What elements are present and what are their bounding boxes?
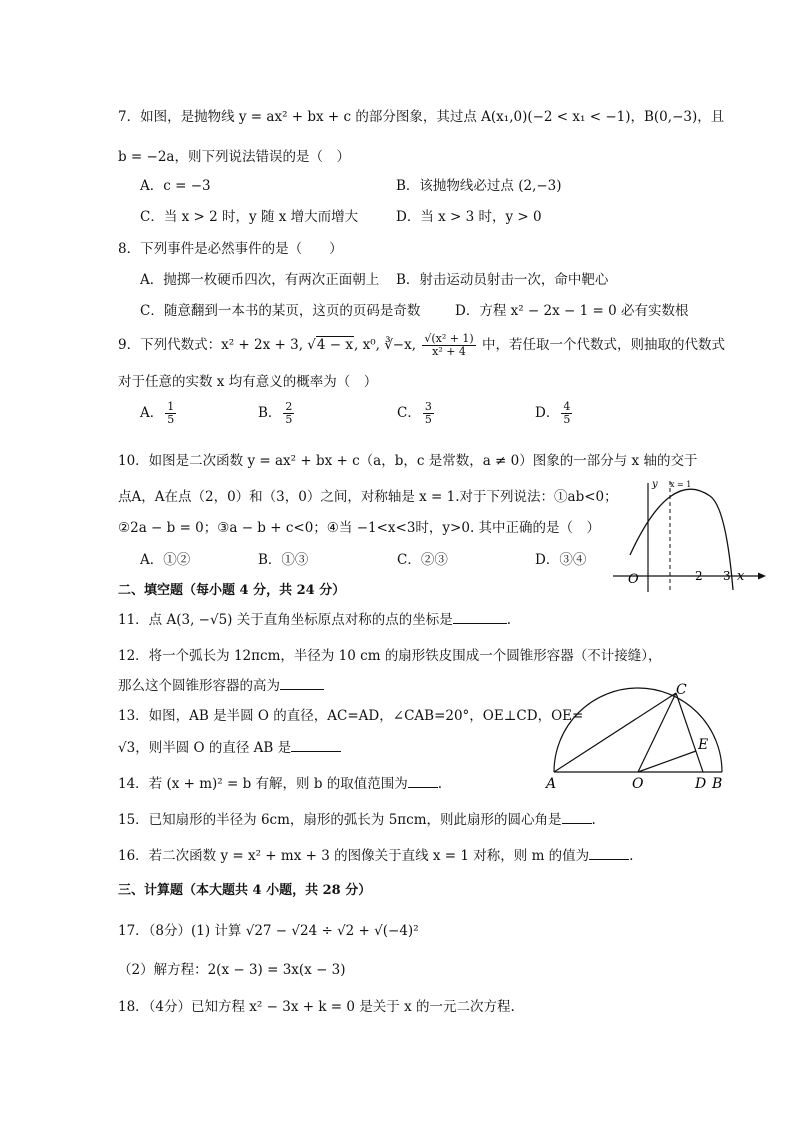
q10-stem-line1: 10．如图是二次函数 y = ax² + bx + c（a，b，c 是常数，a ≠ 0）图象的一部分与 x 轴的交于 [118,453,698,469]
q9-option-numerator: 4 [563,400,571,413]
q9-option-fraction [561,401,572,426]
q9-stem-line1: 9．下列代数式：x² + 2x + 3, √4 − x, x⁰, ∛−x, $\frac{\text{√(x² + 1)}}{\text{x² + 4}}$ 中，若任取一个代数式，则抽取的代数式 [118,332,726,358]
q11-period: . [506,612,512,628]
q10-tick-2: 2 [695,569,703,583]
q15-period: . [591,812,596,828]
q15-answer-blank[interactable] [562,823,592,824]
q10-x-axis-arrow [758,573,766,580]
q17-part1: 17．（8分）(1) 计算 √27 − √24 ÷ √2 + √(−4)² [118,923,419,939]
q14-answer-blank[interactable] [408,787,438,788]
q11-text: 11．点 A(3, −√5) 关于直角坐标原点对称的点的坐标是 [118,612,453,628]
q11-answer-blank[interactable] [453,623,507,624]
q16-period: . [629,848,634,864]
q9-fraction [422,333,475,358]
q9-option-numerator: 1 [167,400,175,413]
q10-parabola-curve [630,489,733,590]
q14-period: . [437,776,443,792]
q9-option-numerator: 3 [424,400,432,413]
q8-option-a: A．抛掷一枚硬币四次，有两次正面朝上 [140,272,380,288]
q14-text: 14．若 (x + m)² = b 有解，则 b 的取值范围为 [118,776,408,792]
q15-text: 15．已知扇形的半径为 6cm，扇形的弧长为 5πcm，则此扇形的圆心角是 [118,812,562,828]
q8-option-b: B．射击运动员射击一次，命中靶心 [396,272,609,288]
q9-option [140,401,178,426]
q15-line [118,811,596,829]
q13-label-d: D [695,776,707,792]
q10-option-d: D．③④ [535,552,587,568]
q13-semicircle-figure [540,682,770,794]
q12-line1: 12．将一个弧长为 12πcm，半径为 10 cm 的扇形铁皮围成一个圆锥形容器（不计接缝）， [118,648,662,664]
q13-label-o: O [632,776,644,792]
q13-label-e: E [698,737,709,753]
q7-option-a: A．c = −3 [140,178,211,194]
q13-answer-blank[interactable] [291,751,341,752]
q13-semicircle-arc [554,688,722,772]
q9-option-label: C． [397,405,421,421]
q9-option-denominator: 5 [167,413,175,426]
q13-segment-cd [676,693,703,772]
q10-stem-line3: ②2a − b = 0；③a − b + c<0；④当 −1<x<3时，y>0. 其中正确的是（ ） [118,520,601,536]
q9-part-d: 中，若任取一个代数式，则抽取的代数式 [477,337,726,353]
q9-option-label: A． [140,405,164,421]
q9-option-denominator: 5 [285,413,293,426]
q9-option-fraction [165,401,176,426]
q10-parabola-graph [608,475,778,595]
q9-option-fraction [283,401,294,426]
q13-line1: 13．如图，AB 是半圆 O 的直径，AC=AD，∠CAB=20°，OE⊥CD，OE= [118,708,584,724]
q7-option-c: C．当 x > 2 时，y 随 x 增大而增大 [140,209,359,225]
q16-text: 16．若二次函数 y = x² + mx + 3 的图像关于直线 x = 1 对称，则 m 的值为 [118,848,590,864]
q10-option-c: C．②③ [397,552,448,568]
q7-stem-line1: 7．如图，是抛物线 y = ax² + bx + c 的部分图象，其过点 A(x₁,0)(−2 < x₁ < −1)，B(0,−3)，且 [118,109,725,125]
q18-stem: 18．（4分）已知方程 x² − 3x + k = 0 是关于 x 的一元二次方程. [118,999,515,1015]
q13-label-b: B [712,776,723,792]
q13-label-a: A [546,776,557,792]
q9-option-denominator: 5 [424,413,432,426]
q10-stem-line2: 点A，A在点（2，0）和（3，0）之间，对称轴是 x = 1.对于下列说法：①ab<0； [118,489,618,505]
q9-option-fraction [423,401,434,426]
q10-origin-label: O [628,572,639,587]
q9-option-label: D． [535,405,560,421]
q8-option-d: D．方程 x² − 2x − 1 = 0 必有实数根 [455,303,689,319]
q9-option-numerator: 2 [285,400,293,413]
q13-text: √3，则半圆 O 的直径 AB 是 [118,740,292,756]
q9-stem-line2: 对于任意的实数 x 均有意义的概率为（ ） [118,374,378,390]
q13-line2 [118,739,341,757]
q11-line [118,611,511,629]
q9-fraction-numerator: √(x² + 1) [424,332,474,345]
q16-answer-blank[interactable] [589,859,629,860]
q17-part2: （2）解方程：2(x − 3) = 3x(x − 3) [118,962,346,978]
section-3-heading: 三、计算题（本大题共 4 小题，共 28 分） [118,883,372,898]
q12-text: 那么这个圆锥形容器的高为 [118,678,280,694]
q10-option-a: A．①② [140,552,191,568]
q13-label-c: C [676,682,687,698]
q7-option-b: B．该抛物线必过点 (2,−3) [396,178,562,194]
q9-option-label: B． [258,405,282,421]
q8-stem: 8．下列事件是必然事件的是（ ） [118,241,343,257]
q10-y-axis-label: y [652,479,658,490]
q10-tick-3: 3 [723,569,731,583]
q9-option [258,401,296,426]
q14-line [118,775,442,793]
q7-option-d: D．当 x > 3 时，y > 0 [396,209,542,225]
q9-option-denominator: 5 [563,413,571,426]
q9-sqrt-term: 4 − x [316,337,353,353]
q13-segment-ac [554,693,676,772]
q10-option-b: B．①③ [258,552,309,568]
q9-fraction-denominator: x² + 4 [432,345,466,358]
q8-option-c: C．随意翻到一本书的某页，这页的页码是奇数 [140,303,421,319]
q9-option [535,401,574,426]
q10-symmetry-axis-label: x = 1 [670,480,692,489]
q9-option [397,401,436,426]
q9-part-c: , x⁰, ∛−x, [354,337,421,353]
q10-x-axis-label: x [737,569,745,584]
q12-line2 [118,677,324,695]
q9-part-a: 9．下列代数式：x² + 2x + 3, [118,337,308,353]
section-2-heading: 二、填空题（每小题 4 分，共 24 分） [118,583,346,598]
q12-answer-blank[interactable] [280,689,324,690]
q7-stem-line2: b = −2a，则下列说法错误的是（ ） [118,149,350,165]
q16-line [118,847,633,865]
